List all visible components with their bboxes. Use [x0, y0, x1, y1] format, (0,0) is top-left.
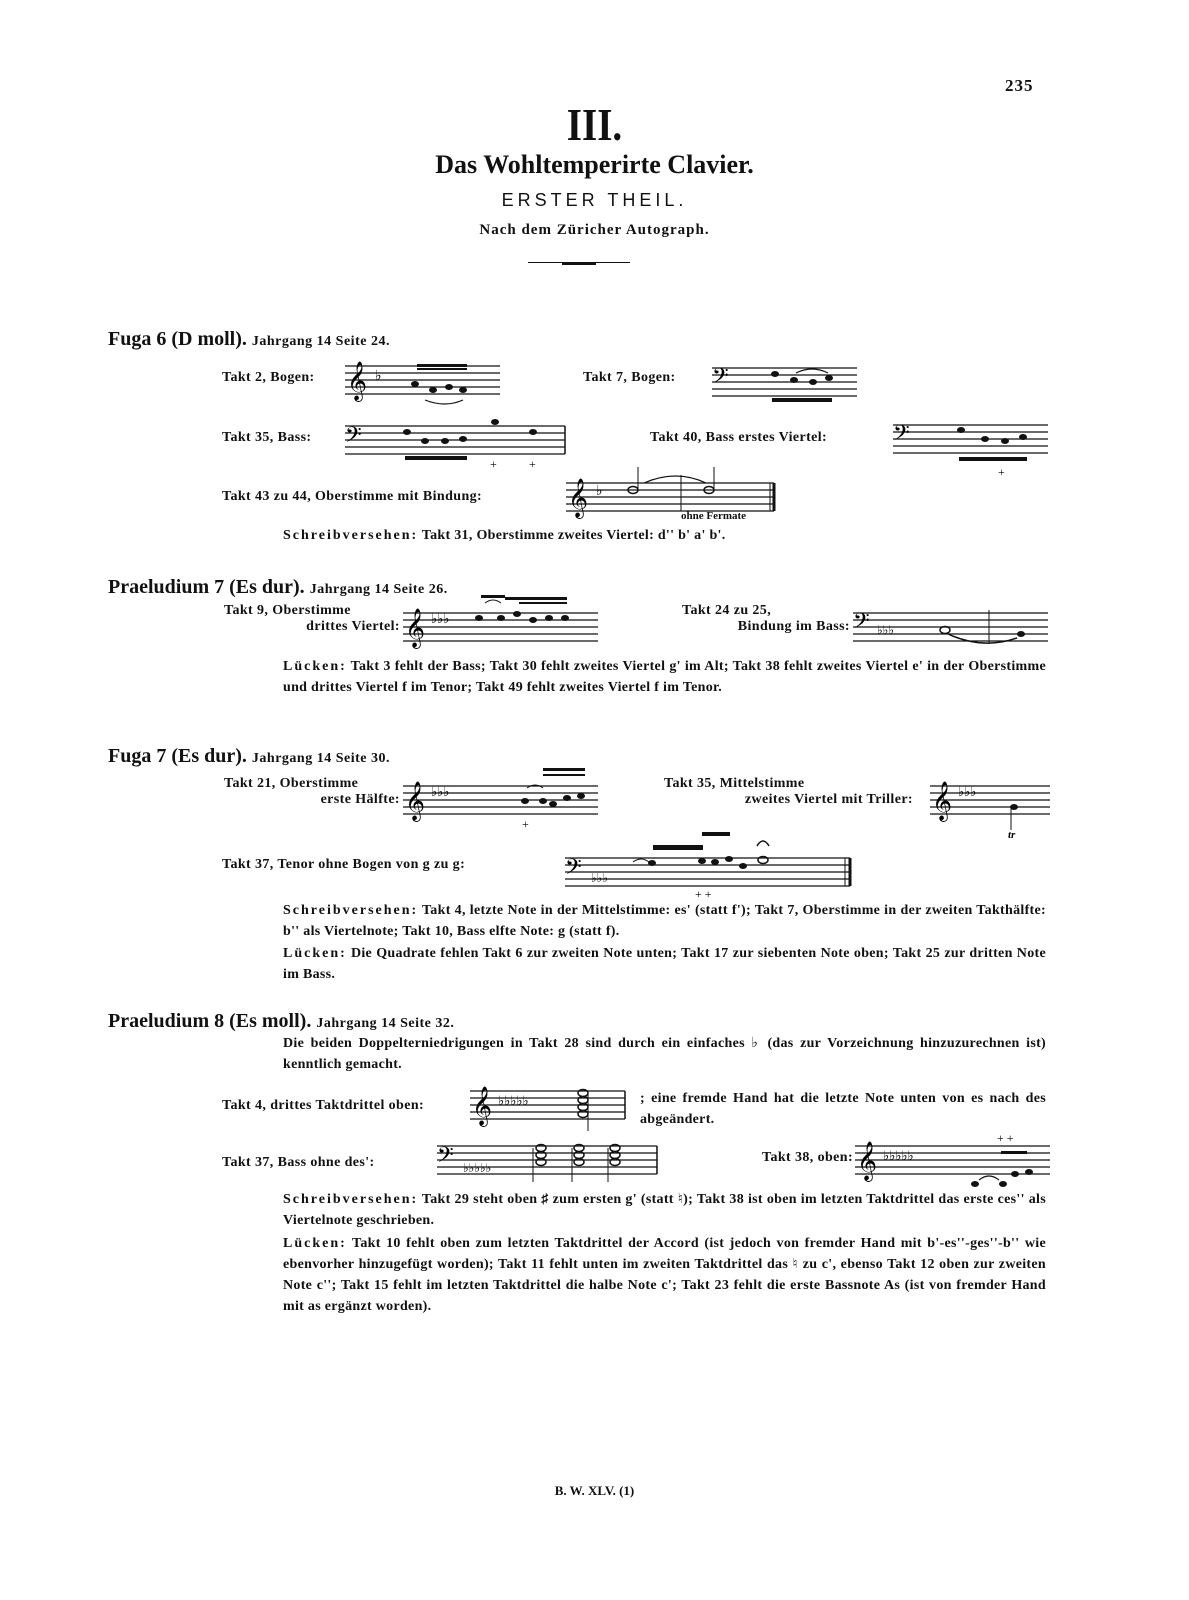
example-label: Takt 7, Bogen: [583, 370, 676, 385]
music-example-bass-clef-icon [893, 422, 1053, 477]
section-title: Praeludium 7 (Es dur). [108, 576, 305, 598]
svg-text:♭♭♭♭♭: ♭♭♭♭♭ [463, 1161, 492, 1175]
music-example-bass-clef-icon [345, 420, 570, 470]
music-example-treble-clef-icon [403, 605, 603, 655]
bass-clef-icon: 𝄢 [437, 1143, 454, 1173]
example-label: Takt 40, Bass erstes Viertel: [650, 430, 828, 445]
section-reference: Jahrgang 14 Seite 26. [309, 582, 448, 597]
svg-text:♭♭♭: ♭♭♭ [431, 784, 450, 799]
music-example-treble-clef-icon [566, 475, 781, 525]
svg-text:+ +: + + [695, 887, 712, 901]
example-label-line: Takt 21, Oberstimme [224, 776, 359, 791]
trill-icon: tr [1008, 829, 1016, 841]
bass-clef-icon: 𝄢 [345, 423, 362, 453]
treble-clef-icon: 𝄞 [405, 608, 426, 648]
example-label: Takt 35, Bass: [222, 430, 312, 445]
example-label-line: erste Hälfte: [320, 792, 400, 807]
example-comment: ; eine fremde Hand hat die letzte Note unten von es nach des abgeändert. [640, 1091, 1046, 1127]
section-title: Fuga 6 (D moll). [108, 328, 247, 350]
errata-note [283, 1189, 1046, 1231]
note-key: Schreibversehen: [283, 528, 419, 543]
note-key: Lücken: [283, 659, 347, 674]
music-example-treble-clef-icon [470, 1083, 635, 1133]
music-example-bass-clef-icon [712, 365, 862, 410]
bass-clef-icon: 𝄢 [893, 421, 910, 451]
bass-clef-icon: 𝄢 [712, 364, 729, 394]
section-heading [108, 328, 390, 351]
svg-text:♭♭♭: ♭♭♭ [958, 784, 977, 799]
svg-text:♭♭♭♭♭: ♭♭♭♭♭ [883, 1148, 914, 1163]
example-label-line: Bindung im Bass: [737, 619, 850, 634]
example-label [190, 603, 400, 635]
section-heading [108, 1010, 454, 1033]
section-reference: Jahrgang 14 Seite 32. [316, 1016, 455, 1031]
section-title: Praeludium 8 (Es moll). [108, 1010, 312, 1032]
svg-text:♭♭♭: ♭♭♭ [591, 871, 608, 885]
errata-note [283, 525, 1063, 546]
example-label-line: zweites Viertel mit Triller: [744, 792, 913, 807]
svg-text:♭♭♭: ♭♭♭ [431, 611, 450, 626]
music-example-treble-clef-icon [403, 778, 603, 831]
note-key: Lücken: [283, 1236, 347, 1251]
note-text: Takt 31, Oberstimme zweites Viertel: d'' b' a' b'. [421, 528, 726, 543]
svg-text:+: + [529, 457, 536, 471]
example-label-line: Takt 35, Mittelstimme [664, 776, 805, 791]
example-label: Takt 37, Tenor ohne Bogen von g zu g: [222, 857, 466, 872]
section-intro: Die beiden Doppelterniedrigungen in Takt 28 sind durch ein einfaches ♭ (das zur Vorzeichnung hinzuzurechnen ist) kenntlich gemacht. [283, 1036, 1046, 1072]
note-text: Takt 29 steht oben ♯ zum ersten g' (statt ♮); Takt 38 ist oben im letzten Taktdrittel das erste ces'' als Viertelnote geschrieben. [283, 1192, 1046, 1228]
note-text: Takt 3 fehlt der Bass; Takt 30 fehlt zweites Viertel g' im Alt; Takt 38 fehlt zweites Viertel e' in der Oberstimme und drittes Viertel f im Tenor; Takt 49 fehlt zweites Viertel f im Tenor. [283, 659, 1046, 695]
lacunae-note [283, 1233, 1046, 1317]
bass-clef-icon: 𝄢 [565, 855, 582, 885]
treble-clef-icon: 𝄞 [932, 781, 953, 821]
treble-clef-icon: 𝄞 [347, 361, 368, 401]
section-title: Fuga 7 (Es dur). [108, 745, 247, 767]
example-annotation: ohne Fermate [681, 510, 747, 522]
example-label: Takt 2, Bogen: [222, 370, 315, 385]
example-label: Takt 38, oben: [762, 1150, 854, 1165]
page-number: 235 [1005, 76, 1034, 95]
section-heading [108, 745, 390, 768]
music-example-treble-clef-icon [930, 778, 1055, 841]
svg-text:+: + [998, 465, 1005, 479]
treble-clef-icon: 𝄞 [568, 478, 589, 518]
title-divider-ornament [562, 262, 596, 265]
note-text: Die Quadrate fehlen Takt 6 zur zweiten Note unten; Takt 17 zur siebenten Note oben; Takt 25 zur dritten Note im Bass. [283, 946, 1046, 982]
note-key: Schreibversehen: [283, 1192, 419, 1207]
flat-icon: ♭ [596, 484, 603, 499]
treble-clef-icon: 𝄞 [405, 781, 426, 821]
bass-clef-icon: 𝄢 [853, 609, 870, 639]
note-key: Lücken: [283, 946, 347, 961]
staff-lines [345, 366, 500, 394]
music-example-bass-clef-icon [853, 610, 1053, 650]
music-example-bass-clef-icon [565, 830, 855, 900]
note-text: Takt 4, letzte Note in der Mittelstimme: es' (statt f'); Takt 7, Oberstimme in der zweiten Takthälfte: b'' als Viertelnote; Takt 10, Bass elfte Note: g (statt f). [283, 903, 1046, 939]
music-example-treble-clef-icon [855, 1131, 1055, 1193]
errata-note [283, 900, 1046, 942]
flat-icon: ♭ [375, 369, 382, 384]
page-title: Das Wohltemperirte Clavier. [435, 150, 754, 179]
lacunae-note [283, 656, 1046, 698]
example-label [640, 603, 850, 635]
example-label-line: Takt 24 zu 25, [682, 603, 772, 618]
example-label-line: drittes Viertel: [306, 619, 400, 634]
music-example-bass-clef-icon [437, 1138, 662, 1188]
lacunae-note [283, 943, 1046, 985]
svg-text:+ +: + + [997, 1131, 1014, 1145]
example-label [640, 776, 913, 808]
note-text: Takt 10 fehlt oben zum letzten Taktdrittel der Accord (ist jedoch von fremder Hand mit b'-es''-ges''-b'' wie ebenvorher hinzugefügt worden); Takt 11 fehlt unten im zweiten Taktdrittel das ♮ zu c', ebenso Takt 12 oben zur zweiten Note c''; Takt 15 fehlt im letzten Taktdrittel die halbe Note c'; Takt 23 fehlt die erste Bassnote As (ist von fremder Hand mit as ergänzt worden). [283, 1236, 1046, 1314]
example-label: Takt 37, Bass ohne des': [222, 1155, 375, 1170]
music-example-treble-clef-icon [345, 360, 505, 410]
example-label [190, 776, 400, 808]
section-heading [108, 576, 448, 599]
page-subtitle: ERSTER THEIL. [501, 190, 688, 210]
example-label-line: Takt 9, Oberstimme [224, 603, 351, 618]
svg-text:+: + [522, 817, 529, 831]
svg-text:+: + [490, 457, 497, 471]
source-note: Nach dem Züricher Autograph. [479, 222, 710, 238]
example-label: Takt 4, drittes Taktdrittel oben: [222, 1098, 425, 1113]
page-footer: B. W. XLV. (1) [554, 1483, 635, 1498]
section-reference: Jahrgang 14 Seite 24. [251, 334, 390, 349]
treble-clef-icon: 𝄞 [472, 1086, 493, 1126]
svg-text:♭♭♭♭♭: ♭♭♭♭♭ [498, 1093, 529, 1108]
example-label: Takt 43 zu 44, Oberstimme mit Bindung: [222, 489, 483, 504]
fermata-icon [757, 841, 769, 846]
section-reference: Jahrgang 14 Seite 30. [251, 751, 390, 766]
treble-clef-icon: 𝄞 [857, 1141, 878, 1181]
svg-text:♭♭♭: ♭♭♭ [877, 623, 894, 637]
part-numeral: III. [566, 99, 623, 150]
note-key: Schreibversehen: [283, 903, 419, 918]
